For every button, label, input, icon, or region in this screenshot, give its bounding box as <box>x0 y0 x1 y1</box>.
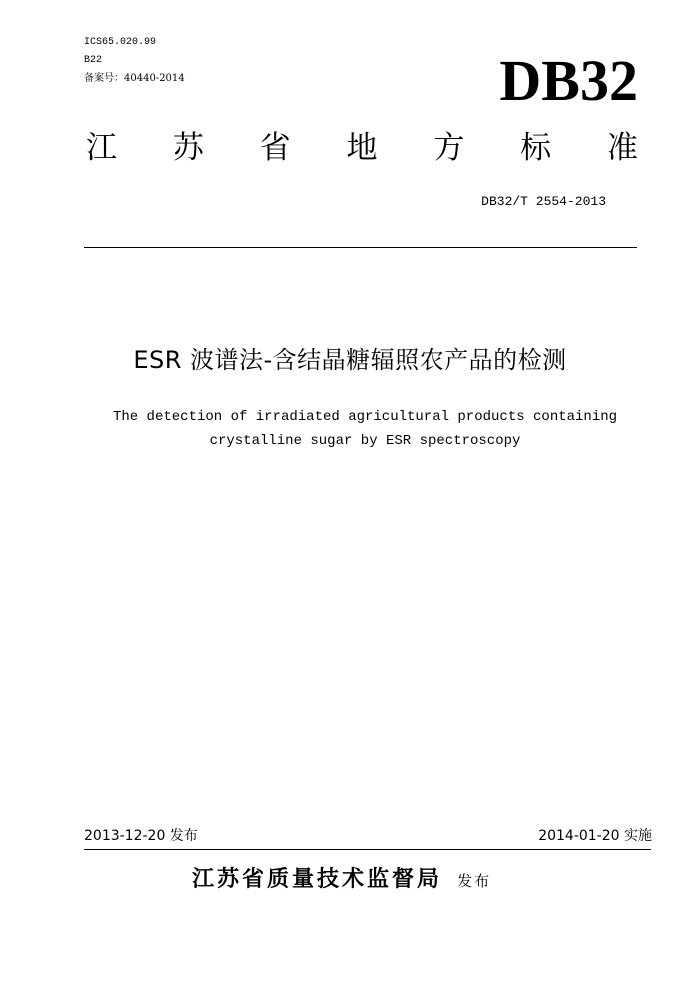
standard-title-char: 准 <box>606 130 638 166</box>
standard-title-char: 地 <box>346 130 378 166</box>
db-code-logo: DB32 <box>499 48 638 113</box>
issuer-name: 江苏省质量技术监督局 <box>192 867 443 892</box>
document-title-chinese: ESR 波谱法-含结晶糖辐照农产品的检测 <box>133 346 567 374</box>
top-divider <box>84 247 637 248</box>
document-title-english-line-1: The detection of irradiated agricultural products containing <box>112 409 618 425</box>
standard-type-title <box>86 128 638 168</box>
issuer-suffix: 发布 <box>457 872 492 890</box>
issue-date: 2013-12-20 发布 <box>84 828 198 844</box>
record-number: 备案号：40440-2014 <box>84 73 185 84</box>
standard-title-char: 方 <box>433 130 465 166</box>
standard-title-char: 省 <box>259 130 291 166</box>
bottom-divider <box>84 849 651 850</box>
ics-code: ICS65.020.99 <box>84 37 157 48</box>
document-title-english-line-2: crystalline sugar by ESR spectroscopy <box>209 433 521 449</box>
issuing-authority <box>192 866 491 895</box>
standard-title-char: 江 <box>86 130 117 166</box>
classification-code: B22 <box>84 55 103 66</box>
standard-title-char: 标 <box>520 130 552 166</box>
standard-title-char: 苏 <box>172 130 204 166</box>
implementation-date: 2014-01-20 实施 <box>538 828 652 844</box>
standard-number: DB32/T 2554-2013 <box>481 194 606 209</box>
